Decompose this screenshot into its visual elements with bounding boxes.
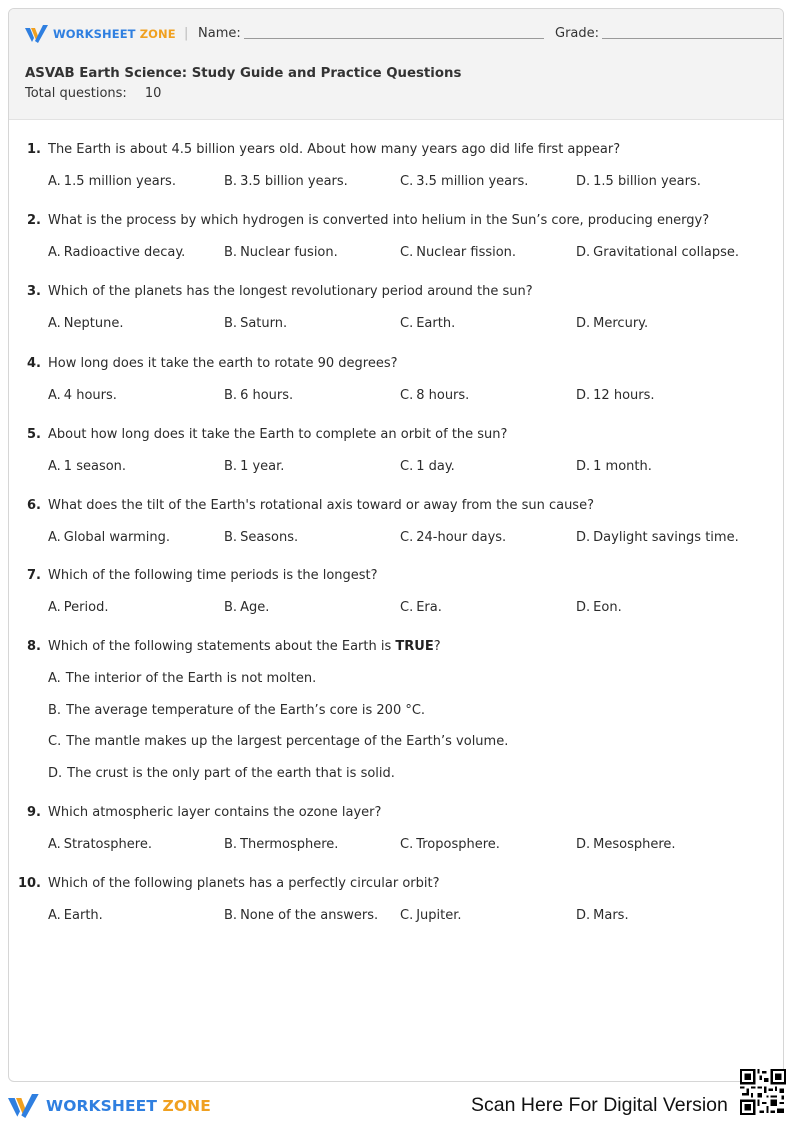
option-c[interactable]: C. Jupiter. bbox=[400, 908, 462, 923]
total-value: 10 bbox=[144, 86, 162, 101]
option-b[interactable]: B. Saturn. bbox=[224, 316, 288, 331]
answer-options bbox=[48, 600, 768, 618]
question-number: 2. bbox=[27, 213, 41, 228]
answer-options bbox=[48, 908, 768, 926]
worksheet-header bbox=[9, 9, 783, 120]
question-text: Which of the planets has the longest revolutionary period around the sun? bbox=[48, 284, 533, 299]
brand-row bbox=[25, 25, 769, 45]
option-d[interactable]: D. Mesosphere. bbox=[576, 837, 676, 852]
option-b[interactable]: B. Thermosphere. bbox=[224, 837, 339, 852]
option-b[interactable]: B. Nuclear fusion. bbox=[224, 245, 338, 260]
worksheet-page bbox=[8, 8, 784, 1082]
option-c[interactable]: C. 3.5 million years. bbox=[400, 174, 529, 189]
name-label: Name: bbox=[198, 26, 241, 41]
total-label: Total questions: bbox=[25, 86, 127, 101]
question-text: Which of the following time periods is the longest? bbox=[48, 568, 378, 583]
option-d[interactable]: D. 12 hours. bbox=[576, 388, 655, 403]
answer-options bbox=[48, 316, 768, 334]
option-b[interactable]: B. Age. bbox=[224, 600, 270, 615]
question-number: 1. bbox=[27, 142, 41, 157]
option-c[interactable]: C. The mantle makes up the largest percentage of the Earth’s volume. bbox=[48, 734, 509, 749]
option-a[interactable]: A. Radioactive decay. bbox=[48, 245, 186, 260]
question-number: 5. bbox=[27, 427, 41, 442]
answer-options bbox=[48, 174, 768, 192]
option-c[interactable]: C. Era. bbox=[400, 600, 442, 615]
option-a[interactable]: A. Neptune. bbox=[48, 316, 124, 331]
question-text: About how long does it take the Earth to complete an orbit of the sun? bbox=[48, 427, 508, 442]
option-c[interactable]: C. 8 hours. bbox=[400, 388, 470, 403]
question-text: What is the process by which hydrogen is converted into helium in the Sun’s core, producing energy? bbox=[48, 213, 710, 228]
option-d[interactable]: D. Daylight savings time. bbox=[576, 530, 739, 545]
grade-label: Grade: bbox=[555, 26, 600, 41]
option-a[interactable]: A. Global warming. bbox=[48, 530, 171, 545]
option-a[interactable]: A. 1 season. bbox=[48, 459, 127, 474]
answer-options bbox=[48, 530, 768, 548]
option-c[interactable]: C. 1 day. bbox=[400, 459, 455, 474]
option-d[interactable]: D. Mercury. bbox=[576, 316, 649, 331]
question-text: How long does it take the earth to rotate 90 degrees? bbox=[48, 356, 398, 371]
page-footer bbox=[0, 1090, 793, 1122]
w-logo-icon bbox=[7, 1094, 41, 1118]
option-a[interactable]: A. Stratosphere. bbox=[48, 837, 152, 852]
option-a[interactable]: A. The interior of the Earth is not molten. bbox=[48, 671, 317, 686]
option-a[interactable]: A. Earth. bbox=[48, 908, 103, 923]
question-text: Which of the following planets has a perfectly circular orbit? bbox=[48, 876, 440, 891]
option-c[interactable]: C. Nuclear fission. bbox=[400, 245, 517, 260]
answer-options bbox=[48, 837, 768, 855]
qr-code-icon[interactable] bbox=[740, 1069, 786, 1115]
option-b[interactable]: B. Seasons. bbox=[224, 530, 299, 545]
answer-options bbox=[48, 459, 768, 477]
worksheetzone-logo bbox=[25, 25, 176, 43]
option-b[interactable]: B. 3.5 billion years. bbox=[224, 174, 348, 189]
answer-options bbox=[48, 388, 768, 406]
option-d[interactable]: D. 1 month. bbox=[576, 459, 652, 474]
scan-instruction: Scan Here For Digital Version bbox=[471, 1094, 728, 1116]
option-d[interactable]: D. Mars. bbox=[576, 908, 629, 923]
grade-field[interactable] bbox=[602, 38, 782, 39]
question-number: 6. bbox=[27, 498, 41, 513]
option-d[interactable]: D. Eon. bbox=[576, 600, 622, 615]
answer-options bbox=[48, 245, 768, 263]
option-d[interactable]: D. 1.5 billion years. bbox=[576, 174, 701, 189]
question-number: 10. bbox=[17, 876, 41, 891]
footer-logo bbox=[7, 1094, 211, 1118]
option-c[interactable]: C. 24-hour days. bbox=[400, 530, 507, 545]
question-number: 8. bbox=[27, 639, 41, 654]
w-logo-icon bbox=[25, 25, 49, 43]
question-text: The Earth is about 4.5 billion years old. About how many years ago did life first appear? bbox=[48, 142, 621, 157]
header-separator: | bbox=[184, 26, 189, 41]
option-c[interactable]: C. Earth. bbox=[400, 316, 456, 331]
option-b[interactable]: B. 6 hours. bbox=[224, 388, 294, 403]
option-b[interactable]: B. The average temperature of the Earth’s core is 200 °C. bbox=[48, 703, 426, 718]
option-d[interactable]: D. Gravitational collapse. bbox=[576, 245, 739, 260]
question-text: Which atmospheric layer contains the ozone layer? bbox=[48, 805, 382, 820]
option-d[interactable]: D. The crust is the only part of the earth that is solid. bbox=[48, 766, 395, 781]
total-questions bbox=[25, 86, 161, 101]
name-field[interactable] bbox=[244, 38, 544, 39]
logo-wordmark: WORKSHEET ZONE bbox=[46, 1097, 211, 1115]
option-b[interactable]: B. 1 year. bbox=[224, 459, 285, 474]
option-a[interactable]: A. Period. bbox=[48, 600, 109, 615]
worksheet-title: ASVAB Earth Science: Study Guide and Practice Questions bbox=[25, 66, 462, 81]
option-c[interactable]: C. Troposphere. bbox=[400, 837, 500, 852]
question-number: 3. bbox=[27, 284, 41, 299]
option-b[interactable]: B. None of the answers. bbox=[224, 908, 379, 923]
option-a[interactable]: A. 4 hours. bbox=[48, 388, 117, 403]
question-number: 7. bbox=[27, 568, 41, 583]
question-text: What does the tilt of the Earth's rotational axis toward or away from the sun cause? bbox=[48, 498, 594, 513]
logo-wordmark: WORKSHEET ZONE bbox=[53, 27, 176, 41]
question-text: Which of the following statements about the Earth is TRUE? bbox=[48, 639, 441, 654]
option-a[interactable]: A. 1.5 million years. bbox=[48, 174, 176, 189]
question-number: 9. bbox=[27, 805, 41, 820]
question-number: 4. bbox=[27, 356, 41, 371]
